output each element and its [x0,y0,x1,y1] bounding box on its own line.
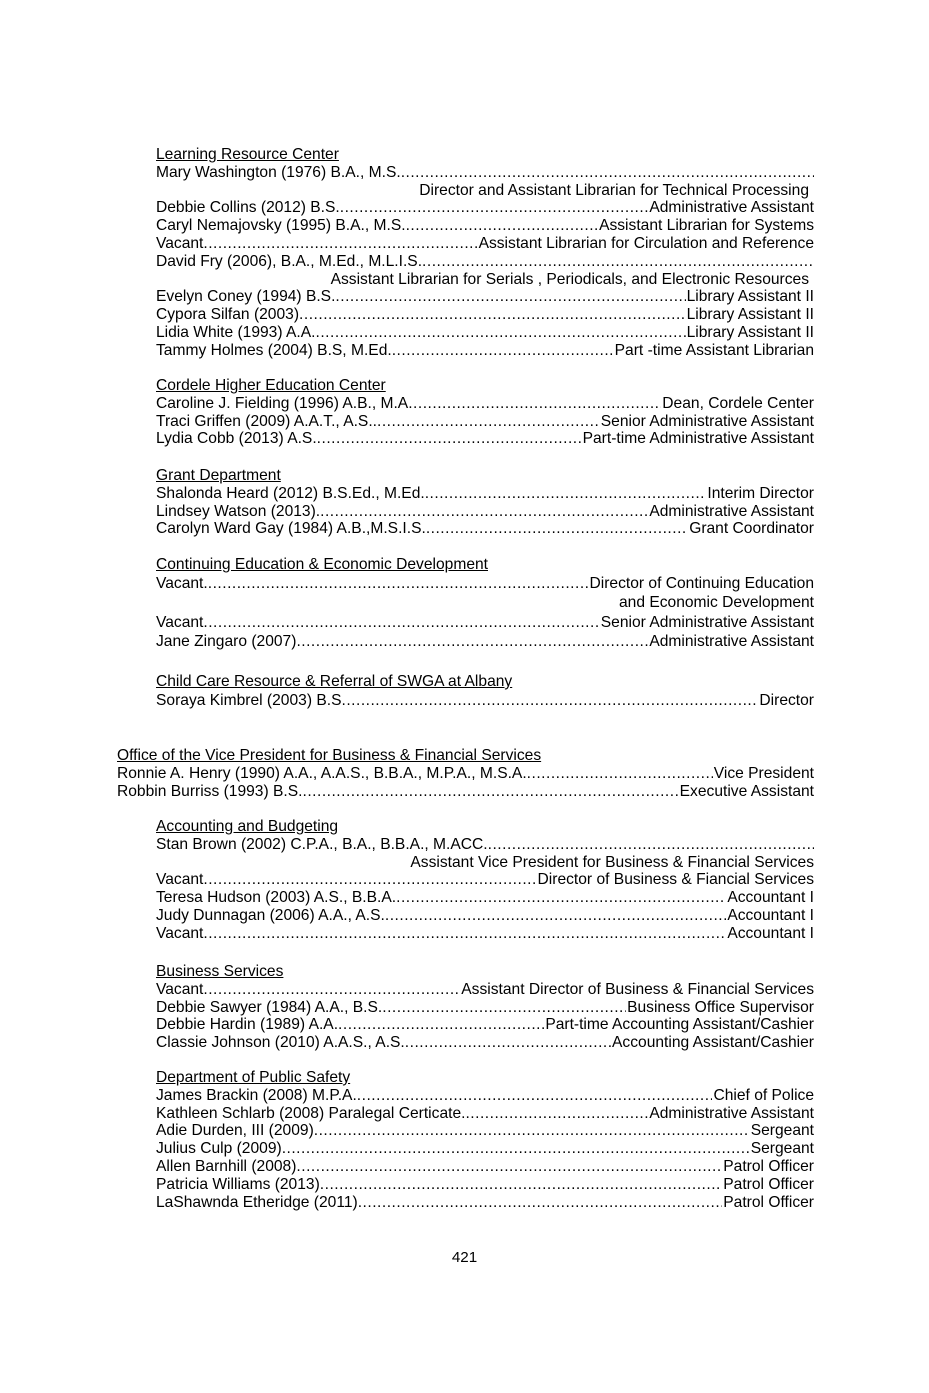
staff-title: Senior Administrative Assistant [600,412,814,430]
staff-name: Vacant [156,924,204,942]
staff-entry [156,871,814,889]
staff-name: Lidia White (1993) A.A. [156,323,316,341]
staff-name: Classie Johnson (2010) A.A.S., A.S. [156,1034,405,1052]
dot-leader [203,925,726,943]
section-heading: Business Services [156,963,284,980]
staff-name: Debbie Sawyer (1984) A.A., B.S. [156,998,383,1016]
dot-leader [488,836,814,854]
dot-leader [203,871,536,889]
dot-leader [296,632,648,652]
staff-entry [156,1158,814,1176]
staff-title: Administrative Assistant [649,1104,814,1122]
section-grant-department [156,467,814,538]
staff-title: Sergeant [750,1122,814,1140]
staff-entry [156,288,814,306]
staff-title: Grant Coordinator [689,520,814,538]
dot-leader [385,907,726,925]
staff-entry [156,907,814,925]
staff-title: Part-time Administrative Assistant [582,430,814,448]
section-department-of-public-safety [156,1069,814,1211]
section-heading: Continuing Education & Economic Development [156,556,488,573]
dot-leader [203,981,460,999]
staff-entry [117,783,814,801]
staff-entry [156,1016,814,1034]
staff-title: Part-time Accounting Assistant/Cashier [545,1016,814,1034]
staff-name: Carolyn Ward Gay (1984) A.B.,M.S.I.S. [156,520,426,538]
staff-entry [156,1105,814,1123]
staff-entry [156,981,814,999]
staff-title: Part -time Assistant Librarian [614,341,814,359]
dot-leader [335,288,685,306]
staff-title: Chief of Police [713,1086,814,1104]
staff-entry [156,306,814,324]
staff-title: Accountant I [727,889,814,907]
staff-title: Director [759,691,814,709]
staff-name: Judy Dunnagan (2006) A.A., A.S. [156,906,385,924]
staff-title: Director of Business & Fiancial Services [537,871,814,889]
staff-entry [156,632,814,652]
staff-name: Robbin Burriss (1993) B.S. [117,782,303,800]
staff-name: Vacant. [156,574,208,592]
section-heading: Grant Department [156,467,281,484]
staff-name: Mary Washington (1976) B.A., M.S. [156,163,401,181]
staff-title: Senior Administrative Assistant [600,613,814,631]
staff-name: Patricia Williams (2013) [156,1175,320,1193]
staff-name: LaShawnda Etheridge (2011) [156,1193,358,1211]
staff-name: Vacant [156,613,204,631]
staff-name: Lydia Cobb (2013) A.S. [156,430,317,448]
section-accounting-and-budgeting [156,818,814,943]
staff-entry [156,1122,814,1140]
staff-entry [156,503,814,521]
staff-name: Jane Zingaro (2007) [156,633,297,651]
staff-entry [117,765,814,783]
section-heading: Office of the Vice President for Business & Financial Services [117,747,542,764]
staff-title: Business Office Supervisor [627,998,814,1016]
dot-leader [401,164,814,182]
staff-name: David Fry (2006), B.A., M.Ed., M.L.I.S. [156,252,423,270]
staff-title: Administrative Assistant [649,633,814,651]
staff-name: Vacant [156,980,204,998]
staff-name: Shalonda Heard (2012) B.S.Ed., M.Ed. [156,484,425,502]
staff-title: Accounting Assistant/Cashier [612,1034,814,1052]
dot-leader [208,574,589,594]
staff-entry [156,485,814,503]
dot-leader [316,324,686,342]
staff-name: Debbie Collins (2012) B.S. [156,199,340,217]
staff-title: Library Assistant II [686,306,814,324]
staff-name: Ronnie A. Henry (1990) A.A., A.A.S., B.B.A., M.P.A., M.S.A. [117,764,527,782]
staff-entry [156,217,814,235]
staff-title: Patrol Officer [723,1193,814,1211]
dot-leader [320,1176,723,1194]
staff-name: Allen Barnhill (2008) [156,1157,297,1175]
section-child-care-resource [156,673,814,710]
staff-title: Assistant Librarian for Systems [599,217,814,235]
staff-entry [156,1140,814,1158]
staff-entry [156,613,814,633]
staff-title-continuation: and Economic Development [618,594,814,612]
staff-entry [156,1194,814,1212]
staff-title-continuation: Director and Assistant Librarian for Technical Processing [419,181,809,199]
staff-title: Patrol Officer [723,1175,814,1193]
section-cordele-higher-education-center [156,377,814,448]
staff-entry [156,889,814,907]
dot-leader [317,430,582,448]
staff-name: Adie Durden, III (2009) [156,1122,314,1140]
staff-title: Administrative Assistant [649,199,814,217]
staff-title: Assistant Librarian for Circulation and Reference [478,234,814,252]
dot-leader [340,199,649,217]
staff-name: Tammy Holmes (2004) B.S, M.Ed. [156,341,392,359]
staff-entry [156,520,814,538]
dot-leader [203,613,599,633]
dot-leader [392,342,614,360]
dot-leader [357,1087,713,1105]
dot-leader [341,691,758,711]
staff-name: Traci Griffen (2009) A.A.T., A.S.. [156,412,377,430]
staff-title: Sergeant [750,1140,814,1158]
staff-name: Caryl Nemajovsky (1995) B.A., M.S. [156,217,406,235]
dot-leader [406,217,598,235]
staff-entry [156,836,814,854]
staff-name: Stan Brown (2002) C.P.A., B.A., B.B.A., M.ACC. [156,835,488,853]
section-heading: Cordele Higher Education Center [156,377,386,394]
dot-leader [422,253,814,271]
section-business-services [156,963,814,1052]
dot-leader [425,485,707,503]
dot-leader [527,765,713,783]
section-heading: Child Care Resource & Referral of SWGA at Albany [156,673,513,690]
dot-leader [358,1194,723,1212]
staff-name: Lindsey Watson (2013). [156,502,321,520]
dot-leader [203,235,477,253]
staff-name: Kathleen Schlarb (2008) Paralegal Certicate. [156,1104,466,1122]
staff-title: Assistant Director of Business & Financial Services [461,980,814,998]
staff-name: Teresa Hudson (2003) A.S., B.B.A. [156,889,397,907]
staff-entry [156,413,814,431]
staff-entry [156,324,814,342]
dot-leader [396,889,726,907]
section-learning-resource-center [156,146,814,360]
section-continuing-education [156,556,814,652]
dot-leader [314,1122,750,1140]
dot-leader [338,1016,544,1034]
staff-entry [156,199,814,217]
staff-entry [156,395,814,413]
staff-title: Library Assistant II [686,323,814,341]
staff-entry [156,574,814,594]
staff-entry [156,691,814,711]
dot-leader [377,413,600,431]
dot-leader [382,999,626,1017]
section-heading: Accounting and Budgeting [156,818,339,835]
dot-leader [320,503,648,521]
staff-title: Interim Director [707,484,814,502]
section-office-of-vice-president [117,747,814,800]
staff-entry [156,925,814,943]
staff-title: Executive Assistant [679,782,814,800]
staff-entry [156,999,814,1017]
staff-title: Administrative Assistant [649,502,814,520]
staff-title-continuation: Assistant Vice President for Business & Financial Services [410,853,814,871]
staff-name: Debbie Hardin (1989) A.A. [156,1016,339,1034]
staff-title: Accountant I [727,924,814,942]
staff-entry [156,1087,814,1105]
section-heading: Learning Resource Center [156,146,339,163]
staff-title: Library Assistant II [686,288,814,306]
section-heading: Department of Public Safety [156,1069,351,1086]
staff-name: Caroline J. Fielding (1996) A.B., M.A [156,394,409,412]
staff-title: Patrol Officer [723,1157,814,1175]
staff-entry [156,164,814,182]
staff-title: Vice President [713,764,814,782]
dot-leader [405,1034,611,1052]
staff-name: Julius Culp (2009) [156,1140,282,1158]
dot-leader [408,395,661,413]
page-number: 421 [451,1249,478,1266]
dot-leader [296,1158,722,1176]
staff-title-continuation: Assistant Librarian for Serials , Periodicals, and Electronic Resources [330,270,809,288]
staff-name: James Brackin (2008) M.P.A. [156,1086,357,1104]
staff-name: Cypora Silfan (2003) [156,306,300,324]
dot-leader [465,1105,648,1123]
staff-name: Vacant [156,871,204,889]
staff-title: Accountant I [727,906,814,924]
staff-entry [156,342,814,360]
staff-name: Evelyn Coney (1994) B.S. [156,288,336,306]
dot-leader [282,1140,750,1158]
staff-name: Vacant [156,234,204,252]
staff-title: Director of Continuing Education [589,574,814,592]
staff-entry [156,253,814,271]
staff-entry [156,235,814,253]
staff-entry [156,430,814,448]
staff-entry [156,1034,814,1052]
dot-leader [426,520,688,538]
staff-title: Dean, Cordele Center [662,394,814,412]
staff-entry [156,1176,814,1194]
dot-leader [299,306,686,324]
staff-name: Soraya Kimbrel (2003) B.S [156,691,342,709]
dot-leader [302,783,678,801]
